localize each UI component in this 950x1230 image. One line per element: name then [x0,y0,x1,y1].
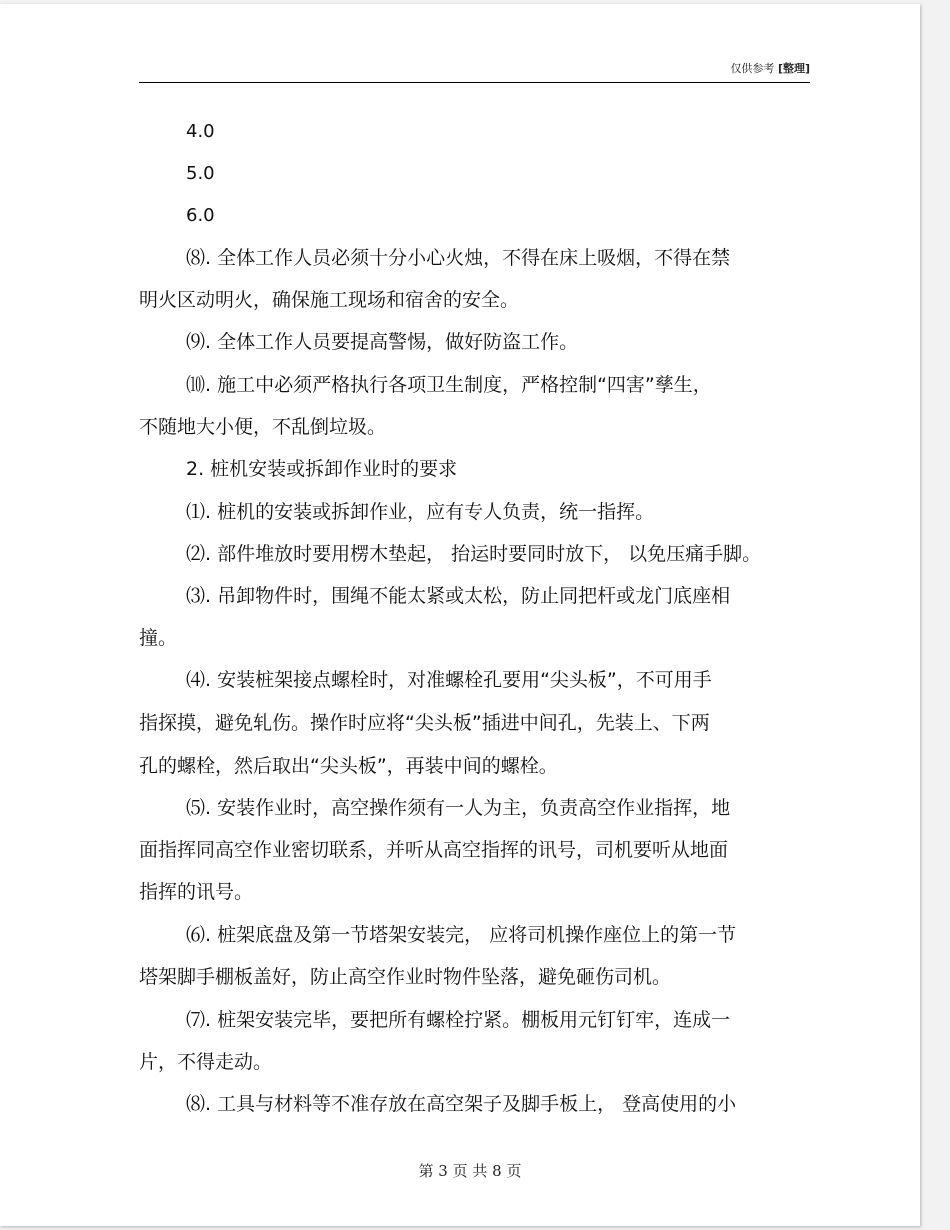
section-heading: 2. 桩机安装或拆卸作业时的要求 [186,458,458,480]
text-line: 孔的螺栓，然后取出“尖头板”，再装中间的螺栓。 [139,755,558,777]
text-line: ⑶. 吊卸物件时，围绳不能太紧或太松，防止同把杆或龙门底座相 [186,585,731,607]
text-line: 不随地大小便，不乱倒垃圾。 [139,416,387,438]
text-line: 6.0 [186,205,215,226]
text-line: ⑷. 安装桩架接点螺栓时，对准螺栓孔要用“尖头板”，不可用手 [186,669,712,691]
text-line: 片，不得走动。 [139,1051,273,1073]
text-line: 5.0 [186,163,215,184]
text-line: ⑵. 部件堆放时要用楞木垫起， 抬运时要同时放下， 以免压痛手脚。 [186,543,762,565]
text-line: ⑹. 桩架底盘及第一节塔架安装完， 应将司机操作座位上的第一节 [186,924,737,946]
text-line: ⑻. 工具与材料等不准存放在高空架子及脚手板上， 登高使用的小 [186,1093,737,1115]
text-line: ⑺. 桩架安装完毕，要把所有螺栓拧紧。棚板用元钉钉牢，连成一 [186,1009,731,1031]
document-page [0,4,920,1226]
text-line: ⑸. 安装作业时，高空操作须有一人为主，负责高空作业指挥，地 [186,797,731,819]
text-line: 4.0 [186,121,215,142]
text-line: ⑻. 全体工作人员必须十分小心火烛，不得在床上吸烟，不得在禁 [186,247,731,269]
text-line: ⑽. 施工中必须严格执行各项卫生制度，严格控制“四害”孳生， [186,374,712,396]
header-note: 仅供参考 [730,62,775,75]
page-footer: 第 3 页 共 8 页 [418,1162,522,1180]
text-line: 指探摸，避免轧伤。操作时应将“尖头板”插进中间孔，先装上、下两 [139,712,710,734]
text-line: 明火区动明火，确保施工现场和宿舍的安全。 [139,289,520,311]
page-header [139,60,810,83]
text-line: ⑴. 桩机的安装或拆卸作业，应有专人负责，统一指挥。 [186,501,655,523]
header-tag: [整理] [777,62,810,75]
text-line: 塔架脚手棚板盖好，防止高空作业时物件坠落，避免砸伤司机。 [139,966,672,988]
text-line: ⑼. 全体工作人员要提高警惕，做好防盗工作。 [186,331,579,353]
text-line: 撞。 [139,627,178,649]
text-line: 指挥的讯号。 [139,881,254,903]
text-line: 面指挥同高空作业密切联系，并听从高空指挥的讯号，司机要听从地面 [139,839,729,861]
